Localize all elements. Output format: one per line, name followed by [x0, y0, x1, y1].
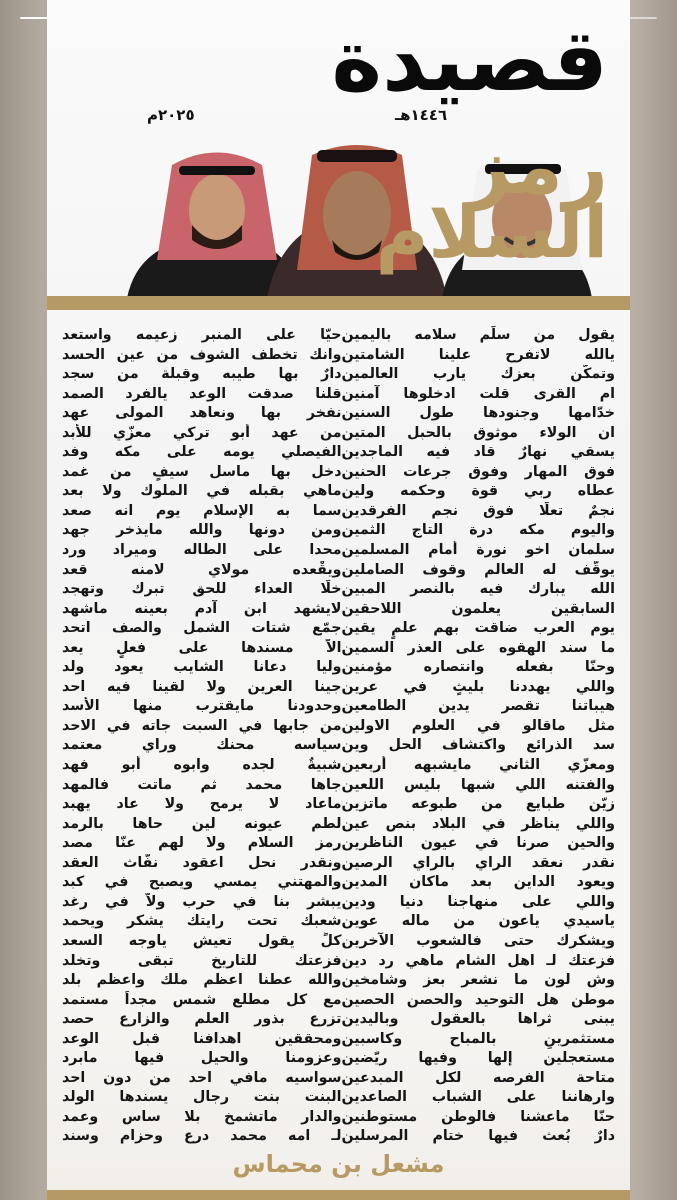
date-gregorian: ٢٠٢٥م	[147, 106, 195, 124]
poem-verse-line: سد الذرائع واكتشاف الحل وين	[341, 737, 615, 754]
poem-verse-line: وحنّا بفعله وانتصاره مؤمنين	[341, 659, 615, 676]
poem-verse-line: من جابها في السبت جاته في الاحد	[62, 717, 342, 734]
poem-verse-line: شبيةٌ لجده وابوه أبو فهد	[62, 757, 342, 774]
poem-verse-line: واليوم مكه درة التاج الثمين	[341, 522, 615, 539]
poem-verse-line: فزعتك لـ اهل الشام ماهي رد دين	[341, 952, 615, 969]
poem-verse-line: تزرع بذور العلم والزارع حصد	[62, 1011, 342, 1028]
poem-verse-line: يالله لاتفرح علينا الشامتين	[341, 346, 615, 363]
poem-verse-line: والمهتني يمسي ويصبح في كبد	[62, 874, 342, 891]
poem-verse-line: مستثمرينٍ بالمباح وكاسبين	[341, 1030, 615, 1047]
poem-verse-line: من عهد أبو تركي معزّي للأبد	[62, 424, 342, 441]
poem-verse-line: خلّا العداء للحق تبرك وتهجد	[62, 581, 342, 598]
poem-verse-line: وليا دعانا الشايب يعود ولد	[62, 659, 342, 676]
poem-verse-line: وتمكّن بعزك يارب العالمين	[341, 366, 615, 383]
poem-verse-line: وش لون ما نشعر بعز وشامخين	[341, 972, 615, 989]
poem-verse-line: جينا العرين ولا لقينا فيه احد	[62, 678, 342, 695]
poem-verse-line: ويقْعده مولاي لامنه قعد	[62, 561, 342, 578]
poem-verse-line: ماعاد لا يرمح ولا عاد يهبد	[62, 796, 342, 813]
poem-verse-line: فوق المهار وفوق جرعات الحنين	[341, 463, 615, 480]
poem-verse-line: وحدودنا مايقترب منها الأسد	[62, 698, 342, 715]
poem-verse-line: عطاه ربي قوة وحكمه ولين	[341, 483, 615, 500]
poem-verse-line: محدا على الطاله وميراد ورد	[62, 542, 342, 559]
poem-verse-line: ياسيدي ياعون من ماله عوين	[341, 913, 615, 930]
poster-title	[331, 11, 608, 111]
poem-verse-line: يقول من سلّم سلامه باليمين	[341, 327, 615, 343]
poem-verse-line: والفتنه اللي شبها بليس اللعين	[341, 776, 615, 793]
poem-column-left	[56, 326, 342, 1147]
poem-verse-line: دارٌ بها طيبه وقبلة من سجد	[62, 366, 342, 383]
poem-verse-line: الاّ مسندها على فعلٍ يعد	[62, 639, 342, 656]
poem-verse-line: فزعتك للتاريخ تبقى وتخلد	[62, 952, 342, 969]
gold-divider-top	[47, 296, 630, 310]
poem-verse-line: موطن هل التوحيد والحصن الحصين	[341, 991, 615, 1008]
poem-verse-line: خدّامها وجنودها طول السنين	[341, 405, 615, 422]
poem-verse-line: وعزومنا والحيل فيها مابرد	[62, 1050, 342, 1067]
poem-verse-line: زيّن طبايع من طبوعه ماتزين	[341, 796, 615, 813]
poem-verse-line: يبنى ثراها بالعقول وباليدين	[341, 1011, 615, 1028]
poem-verse-line: ومن دونها والله مايذخر جهد	[62, 522, 342, 539]
poem-verse-line: مع كل مطلع شمس مجداً مستمد	[62, 991, 342, 1008]
poem-verse-line: جاها محمد ثم ماتت فالمهد	[62, 776, 342, 793]
poem-verse-line: متاحة الفرصه لكل المبدعين	[341, 1069, 615, 1086]
date-hijri: ١٤٤٦هـ	[395, 106, 448, 124]
poem-verse-line: دارٌ بُعث فيها ختام المرسلين	[341, 1128, 615, 1145]
poem-verse-line: ومحققين اهدافنا قبل الوعد	[62, 1030, 342, 1047]
poem-verse-line: سلمان اخو نورة أمام المسلمين	[341, 542, 615, 559]
poet-name: مشعل بن محماس	[232, 1150, 445, 1178]
poem-verse-line: نفخر بها ونعاهد المولى عهد	[62, 405, 342, 422]
poster-subtitle-line1: رمز	[466, 122, 608, 212]
poem-verse-line: ماهي بقبله في الملوك ولا بعد	[62, 483, 342, 500]
poster-subtitle-line2: السلام	[375, 190, 608, 274]
poem-verse-line: واللي على منهاجنا دنيا ودين	[341, 893, 615, 910]
poem-verse-line: ونقدر نحل اعقود نفّاث العقد	[62, 854, 342, 871]
poem-verse-line: الله يبارك فيه بالنصر المبين	[341, 581, 615, 598]
poem-verse-line: ومعزّي الثاني مايشبهه أربعين	[341, 757, 615, 774]
poem-verse-line: مثل ماقالو في العلوم الاولين	[341, 717, 615, 734]
poem-verse-line: والدار ماتشمخ بلا ساس وعمد	[62, 1108, 342, 1125]
poem-verse-line: ويشكرك حتى فالشعوب الآخرين	[341, 932, 615, 949]
poem-verse-line: هيباتنا تقصر يدين الطامعين	[341, 698, 615, 715]
poem-verse-line: ويعود الداين بعد ماكان المدين	[341, 874, 615, 891]
poem-verse-line: نجمٌ تعلّا فوق نجم الفرقدين	[341, 502, 615, 519]
poem-verse-line: رمز السلام ولا لهم عنّا مصد	[62, 835, 342, 852]
poem-verse-line: دخل بها ماسل سيفٍ من غمد	[62, 463, 342, 480]
poem-verse-line: يبشر بنا في حرب ولاّ في رغد	[62, 893, 342, 910]
poem-verse-line: البنت بنت رجال يسندها الولد	[62, 1089, 342, 1106]
poem-verse-line: والحين صرنا في عيون الناظرين	[341, 835, 615, 852]
poem-verse-line: وانك تخطف الشوف من عين الحسد	[62, 346, 342, 363]
poem-verse-line: سياسه محنك وراي معتمد	[62, 737, 342, 754]
poem-verse-line: وارهاننا على الشباب الصاعدين	[341, 1089, 615, 1106]
poem-verse-line: ام القرى قلت ادخلوها آمنين	[341, 385, 615, 402]
poem-verse-line: جمّع شتات الشمل والصف اتحد	[62, 620, 342, 637]
poem-verse-line: لايشهد ابن آدم بعينه ماشهد	[62, 600, 342, 617]
poem-verse-line: قلنا صدقت الوعد يالفرد الصمد	[62, 385, 342, 402]
gold-divider-bottom	[47, 1190, 630, 1200]
poem-verse-line: الفيصلي يومه على مكه وفد	[62, 444, 342, 461]
poem-verse-line: لـ امه محمد درع وحزام وسند	[62, 1128, 342, 1145]
poem-verse-line: ان الولاء موثوق بالحبل المتين	[341, 424, 615, 441]
poem-verse-line: لطم عيونه لين حاها بالرمد	[62, 815, 342, 832]
poem-poster	[47, 0, 630, 1200]
poem-verse-line: سما به الإسلام يوم انه صعد	[62, 502, 342, 519]
poem-verse-line: ما سند الهقوه على العذر السمين	[341, 639, 615, 656]
poem-verse-line: السابقين يعلمون اللاحقين	[341, 600, 615, 617]
poem-verse-line: حنّا ماعشنا فالوطن مستوطنين	[341, 1108, 615, 1125]
poem-verse-line: نقدر نعقد الراي بالراي الرصين	[341, 854, 615, 871]
poem-verse-line: شعبك تحت رايتك يشكر ويحمد	[62, 913, 342, 930]
poem-verse-line: حيّا على المنبر زعيمه واستعد	[62, 327, 342, 343]
poem-verse-line: كلٍّ يقول تعيش ياوجه السعد	[62, 932, 342, 949]
poem-verse-line: يوم العرب ضاقت بهم علمٍ يقين	[341, 620, 615, 637]
poem-verse-line: واللي يناظر في البلاد بنص عين	[341, 815, 615, 832]
poem-verse-line: يوقّف له العالم وقوف الصاملين	[341, 561, 615, 578]
poem-verse-line: والله عطنا اعظم ملك واعظم بلد	[62, 972, 342, 989]
poem-verse-line: يسقي نهارٌ قاد فيه الماجدين	[341, 444, 615, 461]
poem-column-right	[342, 326, 622, 1147]
poem-verse-line: واللي يهددنا بليثٍ في عرين	[341, 678, 615, 695]
poem-verse-line: مستعجلين إلها وفيها ريّضين	[341, 1050, 615, 1067]
poem-body	[47, 326, 630, 1147]
poem-verse-line: سواسيه مافي احد من دون احد	[62, 1069, 342, 1086]
poster-title-text: قصيدة	[331, 11, 608, 111]
